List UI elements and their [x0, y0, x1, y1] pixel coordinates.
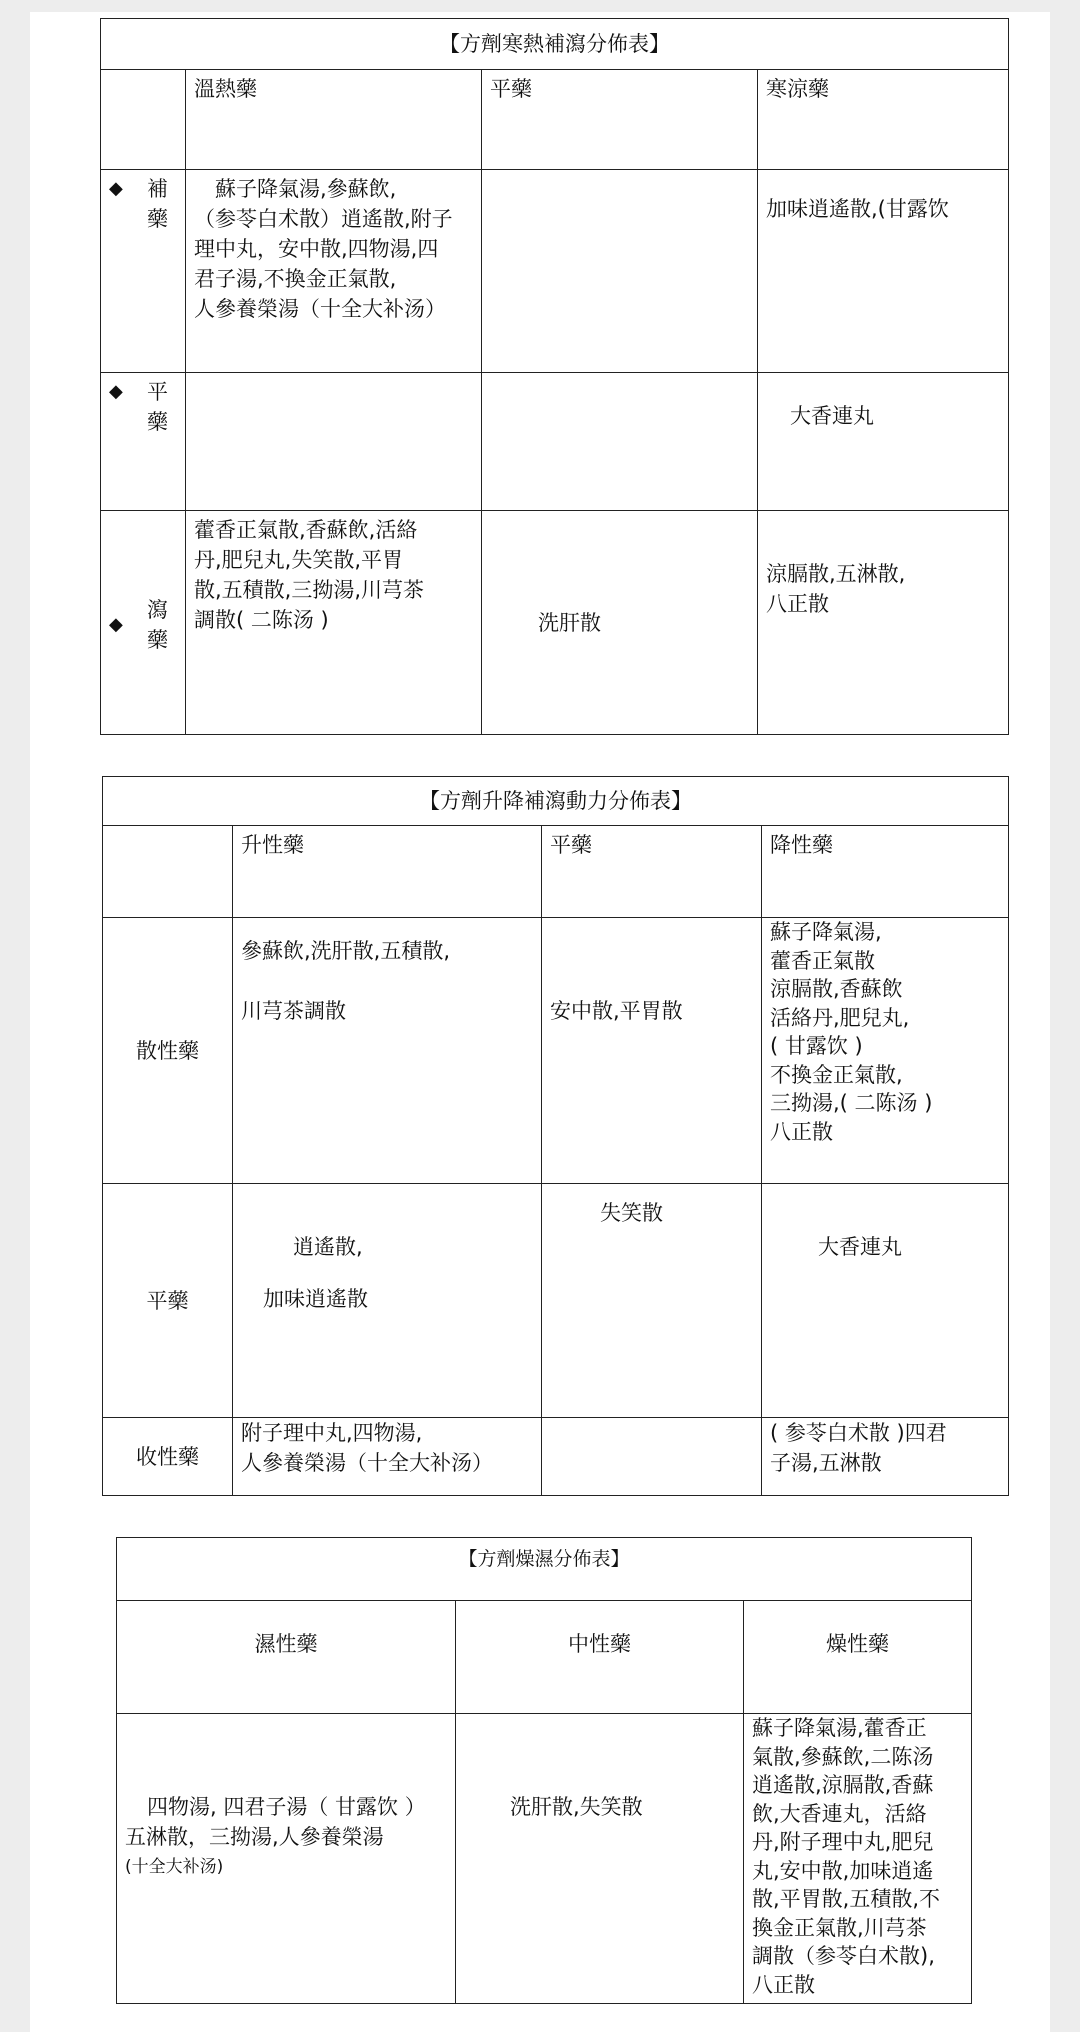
table-cell	[542, 1418, 762, 1496]
lift-lower-table	[102, 776, 1009, 1496]
row-header: 收性藥	[103, 1418, 233, 1496]
table-cell: 逍遙散, 加味逍遙散	[233, 1184, 542, 1418]
column-header: 燥性藥	[744, 1601, 972, 1714]
row-header: 散性藥	[103, 918, 233, 1184]
table-cell: 蘇子降氣湯, 藿香正氣散 涼膈散,香蘇飲 活絡丹,肥兒丸, ( 甘露饮 ) 不換金正氣散, 三拗湯,( 二陈汤 ) 八正散	[762, 918, 1009, 1184]
table-cell: 大香連丸	[762, 1184, 1009, 1418]
document-page	[30, 12, 1050, 2032]
table-cell: 加味逍遙散,(甘露饮	[758, 170, 1009, 373]
column-header: 濕性藥	[117, 1601, 456, 1714]
column-header: 溫熱藥	[186, 70, 482, 170]
table-cell: 蘇子降氣湯,參蘇飲, （参苓白术散）逍遙散,附子 理中丸，安中散,四物湯,四 君子湯,不換金正氣散, 人參養榮湯（十全大补汤）	[186, 170, 482, 373]
table-cell	[482, 170, 758, 373]
corner-cell	[101, 70, 186, 170]
table-cell: 失笑散	[542, 1184, 762, 1418]
row-header: ◆ 平 藥	[101, 373, 186, 511]
table-cell: 蘇子降氣湯,藿香正 氣散,參蘇飲,二陈汤 逍遙散,涼膈散,香蘇 飲,大香連丸，活絡 丹,附子理中丸,肥兒 丸,安中散,加味逍遙 散,平胃散,五積散,不 換金正氣散,川芎茶 調散（参苓白术散), 八正散	[744, 1714, 972, 2004]
column-header: 升性藥	[233, 826, 542, 918]
diamond-bullet-icon: ◆	[109, 613, 123, 635]
row-header: 平藥	[103, 1184, 233, 1418]
column-header: 寒涼藥	[758, 70, 1009, 170]
cold-heat-table	[100, 18, 1009, 735]
table-cell: 安中散,平胃散	[542, 918, 762, 1184]
table-cell: ( 参苓白术散 )四君 子湯,五淋散	[762, 1418, 1009, 1496]
column-header: 平藥	[542, 826, 762, 918]
table-cell: 涼膈散,五淋散, 八正散	[758, 511, 1009, 735]
table-cell: 洗肝散	[482, 511, 758, 735]
table-title: 【方劑寒熱補瀉分佈表】	[101, 19, 1009, 70]
table-cell: 洗肝散,失笑散	[456, 1714, 744, 2004]
column-header: 中性藥	[456, 1601, 744, 1714]
table-title: 【方劑升降補瀉動力分佈表】	[103, 777, 1009, 826]
column-header: 平藥	[482, 70, 758, 170]
dry-moist-table	[116, 1537, 972, 2004]
table-title: 【方劑燥濕分佈表】	[117, 1538, 972, 1601]
table-cell: 參蘇飲,洗肝散,五積散, 川芎茶調散	[233, 918, 542, 1184]
row-header: ◆ 補 藥	[101, 170, 186, 373]
diamond-bullet-icon: ◆	[109, 381, 123, 402]
corner-cell	[103, 826, 233, 918]
table-cell: 附子理中丸,四物湯, 人參養榮湯（十全大补汤）	[233, 1418, 542, 1496]
row-header: ◆ 瀉 藥	[101, 511, 186, 735]
diamond-bullet-icon: ◆	[109, 178, 123, 199]
table-cell: 大香連丸	[758, 373, 1009, 511]
table-cell: 藿香正氣散,香蘇飲,活絡 丹,肥兒丸,失笑散,平胃 散,五積散,三拗湯,川芎茶 調散( 二陈汤 )	[186, 511, 482, 735]
column-header: 降性藥	[762, 826, 1009, 918]
table-cell: 四物湯, 四君子湯（ 甘露饮 ） 五淋散，三拗湯,人參養榮湯 (十全大补汤)	[117, 1714, 456, 2004]
table-cell	[186, 373, 482, 511]
table-cell	[482, 373, 758, 511]
